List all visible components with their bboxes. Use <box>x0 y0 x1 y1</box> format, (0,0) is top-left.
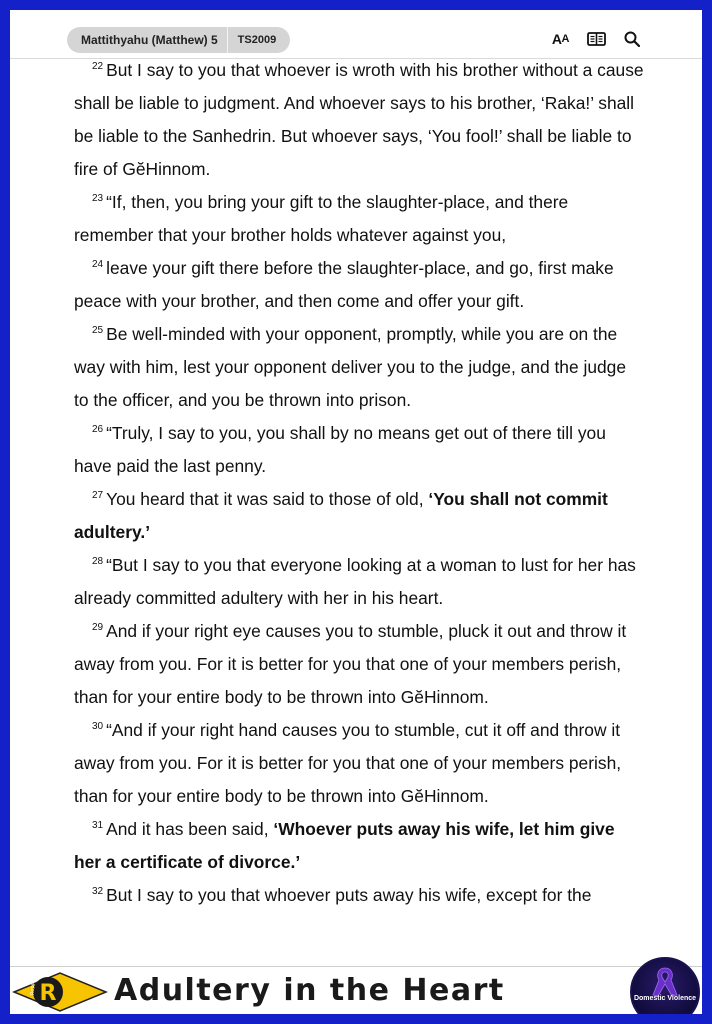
verse-text: But I say to you that whoever puts away his wife, except for the <box>106 885 592 905</box>
domestic-violence-badge <box>630 957 700 1014</box>
app-frame <box>10 10 702 1014</box>
top-bar <box>10 10 702 59</box>
verse-number: 32 <box>92 886 104 898</box>
verse <box>74 879 644 912</box>
verse-number: 26 <box>92 424 104 436</box>
parallel-view-icon[interactable] <box>587 32 606 46</box>
badge-label: Domestic Violence <box>633 995 697 1002</box>
svg-text:Repent: Repent <box>30 977 36 995</box>
verse-text: And if your right eye causes you to stumble, pluck it out and throw it away from you. For it is better for you that one of your members perish, than for your entire body to be thrown into GĕHinnom. <box>74 621 627 707</box>
verse-text: “And if your right hand causes you to stumble, cut it off and throw it away from you. For it is better for you that one of your members perish, than for your entire body to be thrown into GĕHinnom. <box>74 720 622 806</box>
book-chapter-button[interactable]: Mattithyahu (Matthew) 5 <box>81 33 218 47</box>
verse-number: 28 <box>92 556 104 568</box>
verse <box>74 813 644 879</box>
reference-selector <box>67 27 290 53</box>
verse-number: 25 <box>92 325 104 337</box>
verse-number: 29 <box>92 622 104 634</box>
verse-text: “Truly, I say to you, you shall by no means get out of there till you have paid the last penny. <box>74 423 606 476</box>
font-size-icon[interactable] <box>552 31 569 47</box>
search-icon[interactable] <box>624 31 640 47</box>
chapter-text <box>74 54 644 912</box>
bottom-banner <box>10 966 702 1014</box>
font-size-label-big: A <box>551 31 562 47</box>
repent-logo <box>12 971 108 1014</box>
verse <box>74 252 644 318</box>
verse <box>74 615 644 714</box>
verse <box>74 54 644 186</box>
banner-title: Adultery in the Heart <box>114 973 505 1008</box>
verse-text: But I say to you that whoever is wroth with his brother without a cause shall be liable to judgment. And whoever says to his brother, ‘Raka!’ shall be liable to the Sanhedrin. But whoever says, ‘You fool!’ shall be liable to fire of GĕHinnom. <box>74 60 644 179</box>
verse-number: 23 <box>92 193 104 205</box>
toolbar <box>552 31 640 47</box>
version-button[interactable]: TS2009 <box>237 34 277 46</box>
verse-number: 31 <box>92 820 104 832</box>
verse-number: 24 <box>92 259 104 271</box>
verse <box>74 318 644 417</box>
verse-number: 30 <box>92 721 104 733</box>
verse <box>74 483 644 549</box>
svg-text:R: R <box>39 981 57 1006</box>
verse-text: Be well-minded with your opponent, promptly, while you are on the way with him, lest your opponent deliver you to the judge, and the judge to the officer, and you be thrown into prison. <box>74 324 627 410</box>
verse-number: 27 <box>92 490 104 502</box>
verse <box>74 186 644 252</box>
verse-text: leave your gift there before the slaughter-place, and go, first make peace with your brother, and then come and offer your gift. <box>74 258 614 311</box>
verse-text: You heard that it was said to those of old, <box>106 489 429 509</box>
verse-text: “But I say to you that everyone looking at a woman to lust for her has already committed adultery with her in his heart. <box>74 555 636 608</box>
awareness-ribbon-icon <box>648 965 682 999</box>
verse-quote-text: ‘You shall not commit adultery.’ <box>74 489 608 542</box>
verse <box>74 417 644 483</box>
verse <box>74 549 644 615</box>
verse-quote-text: ‘Whoever puts away his wife, let him give her a certificate of divorce.’ <box>74 819 615 872</box>
font-size-label-small: A <box>561 33 569 45</box>
verse-number: 22 <box>92 61 104 73</box>
verse <box>74 714 644 813</box>
verse-text: “If, then, you bring your gift to the slaughter-place, and there remember that your brother holds whatever against you, <box>74 192 569 245</box>
verse-text: And it has been said, <box>106 819 274 839</box>
